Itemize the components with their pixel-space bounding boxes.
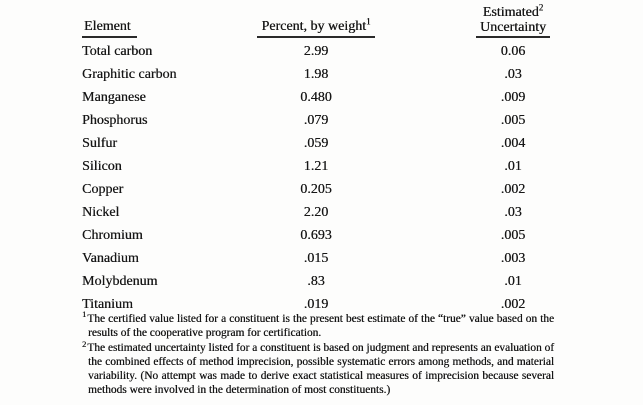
element-cell: Manganese (82, 89, 146, 105)
percent-cell: .059 (303, 135, 329, 151)
footnote-2 (82, 338, 554, 397)
table-row (82, 86, 640, 109)
col-header-uncertainty-label: Uncertainty (479, 20, 547, 35)
table-body (82, 40, 640, 316)
footnote-1-marker: 1 (82, 309, 87, 320)
footnote-2-marker: 2 (82, 338, 87, 349)
element-analysis-table (82, 0, 640, 316)
table-row (82, 40, 640, 63)
table-row (82, 155, 640, 178)
percent-cell: 0.205 (300, 181, 332, 197)
percent-cell: 0.480 (300, 89, 332, 105)
uncertainty-cell: .03 (504, 66, 522, 82)
percent-cell: .015 (303, 250, 329, 266)
uncertainty-cell: .002 (500, 181, 526, 197)
uncertainty-cell: .005 (500, 112, 526, 128)
element-cell: Phosphorus (82, 112, 148, 128)
table-header (82, 0, 640, 40)
element-cell: Silicon (82, 158, 122, 174)
percent-footnote-ref: 1 (366, 16, 371, 27)
element-cell: Vanadium (82, 250, 139, 266)
percent-cell: 1.21 (303, 158, 329, 174)
table-row (82, 63, 640, 86)
element-cell: Total carbon (82, 43, 153, 59)
element-cell: Graphitic carbon (82, 66, 177, 82)
uncertainty-footnote-ref: 2 (538, 2, 544, 13)
percent-cell: 2.99 (303, 43, 329, 59)
uncertainty-cell: .003 (500, 250, 526, 266)
uncertainty-cell: .002 (500, 296, 526, 312)
col-header-estimated-label: Estimated (482, 5, 539, 20)
uncertainty-cell: .01 (504, 158, 522, 174)
element-cell: Copper (82, 181, 124, 197)
table-row (82, 201, 640, 224)
col-header-element-label: Element (84, 19, 131, 34)
percent-cell: 2.20 (303, 204, 329, 220)
element-cell: Titanium (82, 296, 133, 312)
footnote-1 (82, 309, 554, 340)
table-row (82, 247, 640, 270)
uncertainty-cell: .01 (504, 273, 522, 289)
percent-cell: 1.98 (303, 66, 329, 82)
percent-cell: .019 (303, 296, 329, 312)
header-row (82, 0, 640, 40)
col-header-element (82, 0, 246, 40)
footnote-1-text: The certified value listed for a constituent is the present best estimate of the “true” value based on the results of the cooperative program for certification. (87, 313, 554, 339)
uncertainty-cell: .005 (500, 227, 526, 243)
table-row (82, 224, 640, 247)
percent-cell: .83 (307, 273, 325, 289)
table-row (82, 178, 640, 201)
table-row (82, 132, 640, 155)
col-header-uncertainty (386, 0, 640, 40)
element-cell: Sulfur (82, 135, 117, 151)
percent-cell: 0.693 (300, 227, 332, 243)
element-cell: Chromium (82, 227, 143, 243)
col-header-percent (246, 0, 386, 40)
uncertainty-cell: 0.06 (500, 43, 526, 59)
uncertainty-cell: .03 (504, 204, 522, 220)
element-cell: Molybdenum (82, 273, 158, 289)
footnotes (82, 309, 554, 399)
table-row (82, 270, 640, 293)
uncertainty-cell: .009 (500, 89, 526, 105)
uncertainty-cell: .004 (500, 135, 526, 151)
table-row (82, 109, 640, 132)
footnote-2-text: The estimated uncertainty listed for a constituent is based on judgment and represents an evaluation of the combined effects of method imprecision, possible systematic errors among methods, and material variability. (No attempt was made to derive exact statistical measures of imprecision because several methods were involved in the determination of most constituents.) (87, 342, 554, 396)
percent-cell: .079 (303, 112, 329, 128)
element-cell: Nickel (82, 204, 120, 220)
col-header-percent-label: Percent, by weight (261, 19, 367, 34)
